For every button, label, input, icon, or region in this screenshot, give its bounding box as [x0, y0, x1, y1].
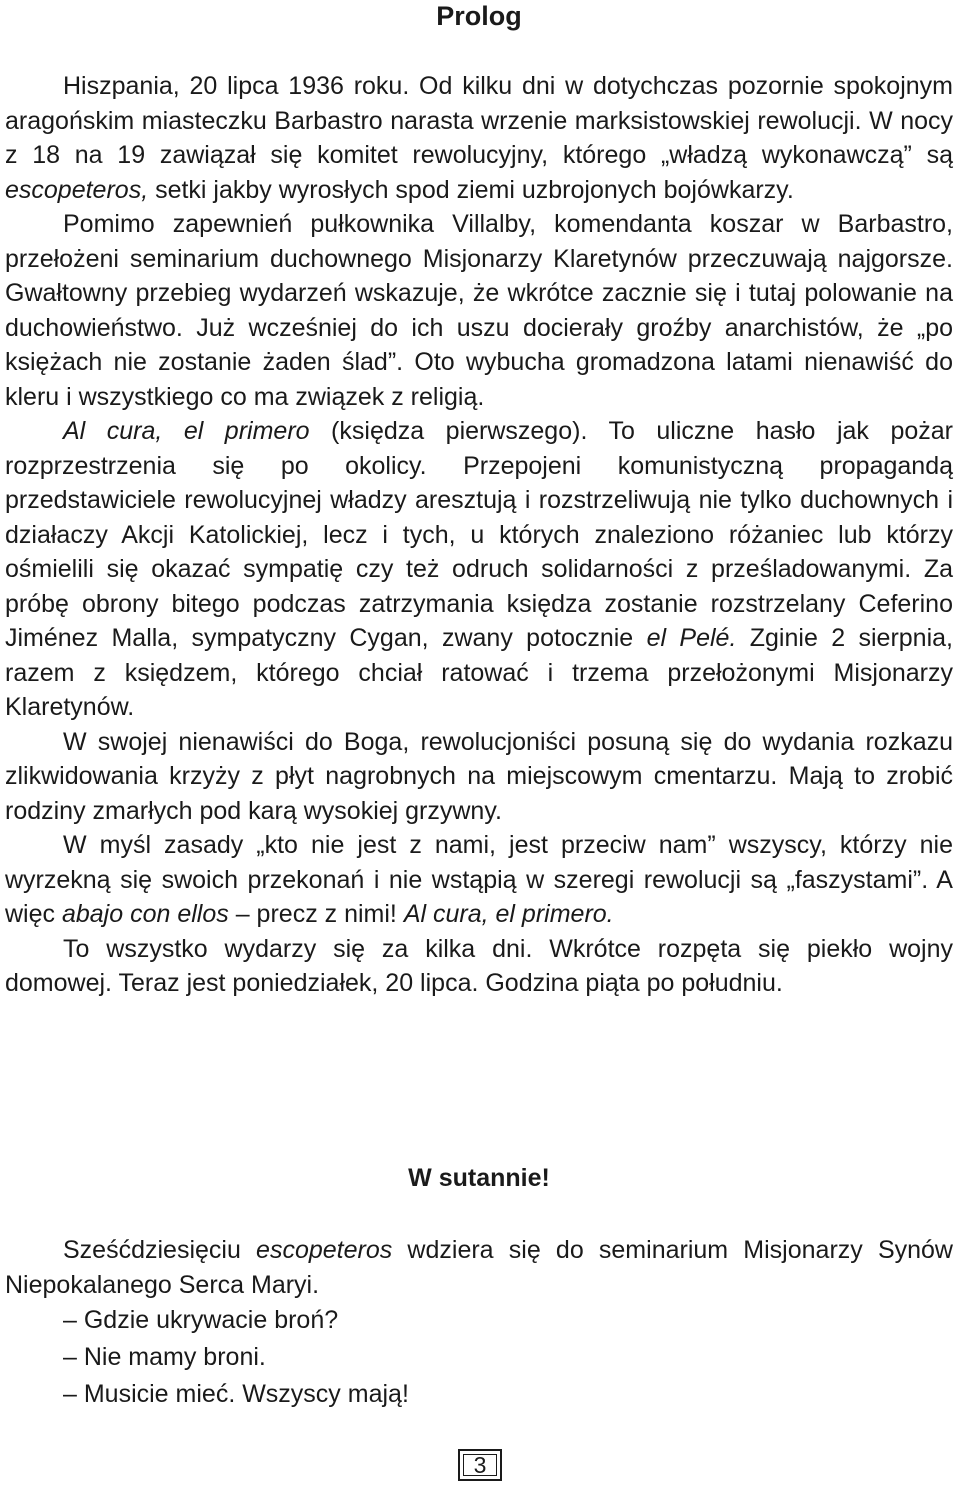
paragraph — [5, 69, 953, 207]
scene-body — [5, 1233, 953, 1413]
page-number — [458, 1449, 502, 1481]
document-page — [5, 0, 953, 1408]
paragraph — [5, 207, 953, 414]
italic-run: abajo con ellos — [61, 900, 229, 928]
italic-run: Al cura, el primero — [63, 417, 310, 445]
dialog-line: – Nie mamy broni. — [63, 1343, 266, 1371]
italic-run: escopeteros — [256, 1236, 393, 1264]
text-run: setki jakby wyrosłych spod ziemi uzbrojonych bojówkarzy. — [148, 175, 794, 204]
paragraph — [5, 725, 953, 829]
paragraph — [5, 932, 953, 1001]
prolog-body — [5, 69, 953, 1001]
chapter-title: Prolog — [436, 1, 522, 31]
text-run: Zginie 2 sierpnia, razem z księdzem, którego chciał ratować i trzema przełożonymi Misjonarzy Klaretynów. — [5, 624, 953, 721]
paragraph — [5, 828, 953, 932]
dialog-line: – Musicie mieć. Wszyscy mają! — [63, 1380, 409, 1408]
italic-run: escopeteros, — [5, 175, 149, 204]
text-run: Hiszpania, 20 lipca 1936 roku. Od kilku dni w dotychczas pozornie spokojnym aragońskim miasteczku Barbastro narasta wrzenie marksistowskiej rewolucji. W nocy z 18 na 19 zawiązał się komitet rewolucyjny, którego „władzą wykonawczą” są — [5, 72, 953, 169]
text-run: To wszystko wydarzy się za kilka dni. Wkrótce rozpęta się piekło wojny domowej. Teraz jest poniedziałek, 20 lipca. Godzina piąta po południu. — [5, 934, 953, 997]
dialog — [5, 1302, 953, 1413]
text-run: – precz z nimi! — [228, 900, 404, 928]
text-run: (księdza pierwszego). To uliczne hasło jak pożar rozprzestrzenia się po okolicy. Przepojeni komunistyczną propagandą przedstawiciele rewolucyjnej władzy aresztują i rozstrzeliwują nie tylko duchownych i działaczy Akcji Katolickiej, lecz i tych, u których znaleziono różaniec lub którzy ośmielili się okazać sympatię czy też odruch solidarności z prześladowanymi. Za próbę obrony bitego podczas zatrzymania księdza zostanie rozstrzelany Ceferino Jiménez Malla, sympatyczny Cygan, zwany potocznie — [5, 417, 953, 652]
paragraph — [5, 414, 953, 725]
italic-run: el Pelé. — [646, 624, 737, 652]
dialog-line: – Gdzie ukrywacie broń? — [63, 1306, 339, 1334]
text-run: Pomimo zapewnień pułkownika Villalby, komendanta koszar w Barbastro, przełożeni seminarium duchownego Misjonarzy Klaretynów przeczuwają najgorsze. Gwałtowny przebieg wydarzeń wskazuje, że wkrótce zacznie się i tutaj polowanie na duchowieństwo. Już wcześniej do ich uszu docierały groźby anarchistów, że „po księżach nie zostanie żaden ślad”. Oto wybucha gromadzona latami nienawiść do kleru i wszystkiego co ma związek z religią. — [5, 210, 953, 411]
scene-intro — [5, 1233, 953, 1302]
text-run: Sześćdziesięciu — [63, 1236, 257, 1264]
text-run: W swojej nienawiści do Boga, rewolucjoniści posuną się do wydania rozkazu zlikwidowania krzyży z płyt nagrobnych na miejscowym cmentarzu. Mają to zrobić rodziny zmarłych pod karą wysokiej grzywny. — [5, 727, 953, 825]
section-title: W sutannie! — [408, 1164, 550, 1192]
italic-run: Al cura, el primero. — [403, 900, 614, 928]
page-number-label: 3 — [473, 1452, 487, 1478]
text-run: W myśl zasady „kto nie jest z nami, jest przeciw nam” wszyscy, którzy nie wyrzekną się swoich przekonań i nie wstąpią w szeregi rewolucji są „faszystami”. A więc — [5, 831, 953, 928]
text-run: wdziera się do seminarium Misjonarzy Synów Niepokalanego Serca Maryi. — [5, 1236, 953, 1299]
